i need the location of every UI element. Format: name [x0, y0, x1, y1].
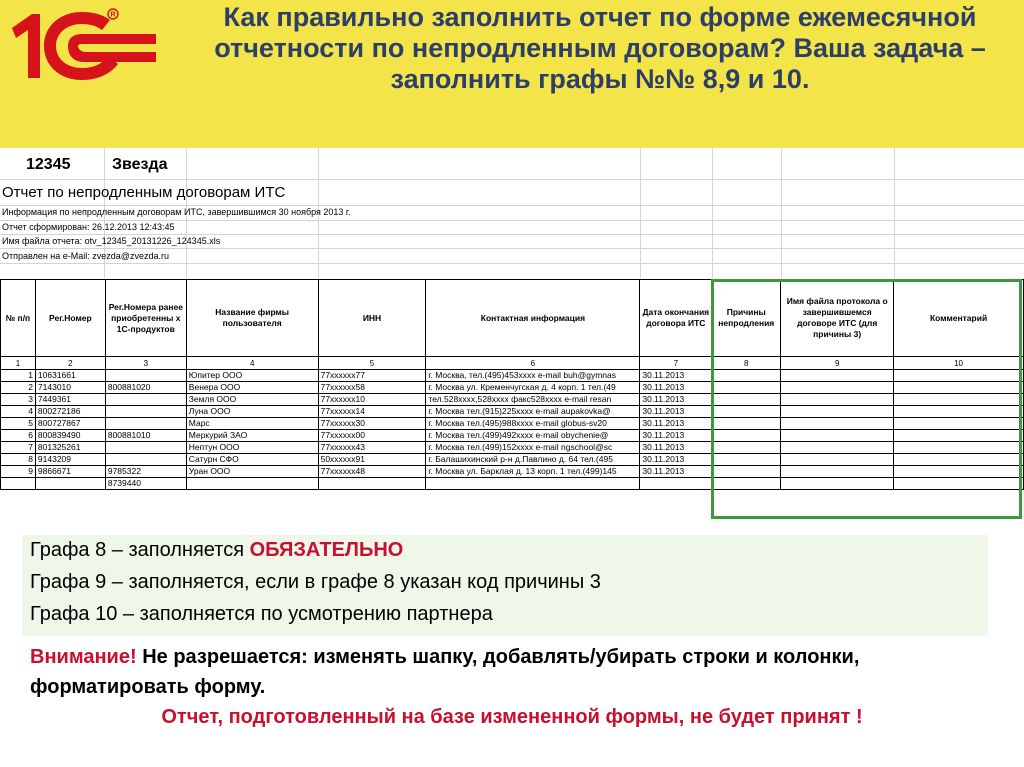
table-body: [1, 370, 1024, 490]
table-cell: г. Москва тел.(499)152xxxx e-mail ngschool@sc: [426, 442, 640, 454]
1c-logo: [6, 6, 160, 84]
table-cell: г. Москва ул. Барклая д. 13 корп. 1 тел.(499)145: [426, 466, 640, 478]
table-cell: [186, 478, 318, 490]
column-number: 2: [35, 357, 105, 370]
editable-cell[interactable]: [894, 478, 1024, 490]
editable-cell[interactable]: [894, 454, 1024, 466]
editable-cell[interactable]: [781, 394, 894, 406]
table-cell: 1: [1, 370, 36, 382]
warning-body: Не разрешается: изменять шапку, добавлять/убирать строки и колонки, форматировать форму.: [30, 646, 860, 698]
table-row: [1, 466, 1024, 478]
table-cell: 30.11.2013: [640, 418, 712, 430]
column-number: 9: [781, 357, 894, 370]
table-cell: [640, 478, 712, 490]
editable-cell[interactable]: [781, 442, 894, 454]
report-info-line: Отчет сформирован: 26.12.2013 12:43:45: [2, 222, 175, 232]
table-cell: [105, 370, 186, 382]
table-cell: г. Балашихинский р-н д.Павлино д. 64 тел.(495: [426, 454, 640, 466]
table-cell: 77xxxxxx30: [318, 418, 426, 430]
table-cell: Сатурн СФО: [186, 454, 318, 466]
table-row: [1, 442, 1024, 454]
table-cell: 77xxxxxx58: [318, 382, 426, 394]
editable-cell[interactable]: [894, 466, 1024, 478]
table-cell: 800727867: [35, 418, 105, 430]
table-cell: Венера ООО: [186, 382, 318, 394]
table-cell: [35, 478, 105, 490]
table-cell: Юпитер ООО: [186, 370, 318, 382]
grid-line: [0, 248, 1024, 249]
table-row: [1, 454, 1024, 466]
editable-cell[interactable]: [894, 382, 1024, 394]
grid-line: [781, 148, 782, 278]
column-header: Имя файла протокола о завершившемся договоре ИТС (для причины 3): [781, 280, 894, 357]
column-header: Дата окончания договора ИТС: [640, 280, 712, 357]
editable-cell[interactable]: [781, 406, 894, 418]
table-cell: 3: [1, 394, 36, 406]
editable-cell[interactable]: [712, 442, 781, 454]
table-cell: [105, 406, 186, 418]
report-company: Звезда: [112, 156, 168, 173]
editable-cell[interactable]: [781, 466, 894, 478]
warning-label: Внимание!: [30, 646, 137, 668]
grid-line: [0, 220, 1024, 221]
table-cell: 2: [1, 382, 36, 394]
editable-cell[interactable]: [712, 418, 781, 430]
table-cell: 30.11.2013: [640, 466, 712, 478]
table-row: [1, 478, 1024, 490]
table-cell: 77xxxxxx77: [318, 370, 426, 382]
note-mandatory-label: ОБЯЗАТЕЛЬНО: [249, 539, 404, 561]
editable-cell[interactable]: [894, 370, 1024, 382]
table-cell: г. Москва ул. Кременчугская д. 4 корп. 1 тел.(49: [426, 382, 640, 394]
table-cell: г. Москва тел.(499)492xxxx e-mail obychenie@: [426, 430, 640, 442]
table-cell: 5: [1, 418, 36, 430]
table-cell: 77xxxxxx43: [318, 442, 426, 454]
report-info-line: Отправлен на e-Mail: zvezda@zvezda.ru: [2, 251, 169, 261]
notes-box: [22, 535, 988, 636]
table-row: [1, 406, 1024, 418]
grid-line: [0, 205, 1024, 206]
column-header: Название фирмы пользователя: [186, 280, 318, 357]
editable-cell[interactable]: [781, 382, 894, 394]
table-cell: 30.11.2013: [640, 454, 712, 466]
warning-text: [30, 642, 990, 702]
editable-cell[interactable]: [894, 418, 1024, 430]
table-cell: 9143209: [35, 454, 105, 466]
table-cell: 800881020: [105, 382, 186, 394]
grid-line: [894, 148, 895, 278]
editable-cell[interactable]: [894, 394, 1024, 406]
table-cell: 8: [1, 454, 36, 466]
table-cell: [426, 478, 640, 490]
editable-cell[interactable]: [712, 394, 781, 406]
warning-final: Отчет, подготовленный на базе измененной формы, не будет принят !: [161, 706, 863, 728]
table-row: [1, 382, 1024, 394]
table-cell: [318, 478, 426, 490]
column-number: 10: [894, 357, 1024, 370]
table-row: [1, 418, 1024, 430]
table-cell: 77xxxxxx14: [318, 406, 426, 418]
editable-cell[interactable]: [712, 466, 781, 478]
table-row: [1, 394, 1024, 406]
editable-cell[interactable]: [894, 406, 1024, 418]
slide-title: Как правильно заполнить отчет по форме ежемесячной отчетности по непродленным договорам? Ваша задача – заполнить графы №№ 8,9 и 10.: [214, 2, 986, 94]
column-number: 1: [1, 357, 36, 370]
table-cell: 30.11.2013: [640, 370, 712, 382]
table-cell: 800839490: [35, 430, 105, 442]
column-header: Контактная информация: [426, 280, 640, 357]
editable-cell[interactable]: [894, 430, 1024, 442]
grid-line: [0, 263, 1024, 264]
column-header: Комментарий: [894, 280, 1024, 357]
column-header: Рег.Номера ранее приобретенны х 1С-продуктов: [105, 280, 186, 357]
table-cell: Уран ООО: [186, 466, 318, 478]
note-column-8: [30, 539, 403, 562]
table-cell: Меркурий ЗАО: [186, 430, 318, 442]
note-column-8-text: Графа 8 – заполняется: [30, 539, 250, 561]
editable-cell[interactable]: [781, 478, 894, 490]
table-cell: Нептун ООО: [186, 442, 318, 454]
editable-cell[interactable]: [781, 418, 894, 430]
table-cell: 7: [1, 442, 36, 454]
table-cell: 30.11.2013: [640, 442, 712, 454]
table-header-row: [1, 280, 1024, 357]
column-header: Причины непродления: [712, 280, 781, 357]
table-cell: 7143010: [35, 382, 105, 394]
report-info-line: Информация по непродленным договорам ИТС, завершившимся 30 ноября 2013 г.: [2, 207, 351, 217]
table-cell: 9785322: [105, 466, 186, 478]
table-cell: 77xxxxxx48: [318, 466, 426, 478]
editable-cell[interactable]: [781, 370, 894, 382]
column-number-row: [1, 357, 1024, 370]
table-cell: 8739440: [105, 478, 186, 490]
spreadsheet-area: [0, 148, 1024, 532]
editable-cell[interactable]: [712, 478, 781, 490]
report-title: Отчет по непродленным договорам ИТС: [2, 184, 286, 201]
table-cell: 9866671: [35, 466, 105, 478]
table-cell: [105, 454, 186, 466]
table-cell: 6: [1, 430, 36, 442]
report-code: 12345: [26, 156, 71, 173]
table-cell: 30.11.2013: [640, 430, 712, 442]
table-cell: г. Москва тел.(495)988xxxx e-mail globus-sv20: [426, 418, 640, 430]
table-cell: 9: [1, 466, 36, 478]
slide-header: [0, 0, 1024, 148]
grid-line: [0, 179, 1024, 180]
column-number: 5: [318, 357, 426, 370]
column-number: 8: [712, 357, 781, 370]
table-cell: 30.11.2013: [640, 382, 712, 394]
table-cell: 30.11.2013: [640, 406, 712, 418]
svg-text:R: R: [110, 11, 116, 19]
column-header: Рег.Номер: [35, 280, 105, 357]
column-number: 6: [426, 357, 640, 370]
table-cell: 800272186: [35, 406, 105, 418]
column-number: 3: [105, 357, 186, 370]
table-cell: 30.11.2013: [640, 394, 712, 406]
grid-line: [712, 148, 713, 278]
editable-cell[interactable]: [712, 454, 781, 466]
table-cell: 7449361: [35, 394, 105, 406]
editable-cell[interactable]: [781, 430, 894, 442]
editable-cell[interactable]: [894, 442, 1024, 454]
table-row: [1, 430, 1024, 442]
table-cell: [105, 394, 186, 406]
table-row: [1, 370, 1024, 382]
table-cell: 4: [1, 406, 36, 418]
table-cell: [105, 418, 186, 430]
table-cell: 77xxxxxx10: [318, 394, 426, 406]
table-cell: 77xxxxxx00: [318, 430, 426, 442]
note-column-10: Графа 10 – заполняется по усмотрению партнера: [30, 603, 493, 625]
column-header: ИНН: [318, 280, 426, 357]
editable-cell[interactable]: [712, 370, 781, 382]
grid-line: [0, 234, 1024, 235]
table-cell: 10631661: [35, 370, 105, 382]
table-cell: 50xxxxxx91: [318, 454, 426, 466]
table-cell: 800881010: [105, 430, 186, 442]
table-cell: Марс: [186, 418, 318, 430]
table-cell: г. Москва, тел.(495)453xxxx e-mail buh@gymnas: [426, 370, 640, 382]
table-cell: [105, 442, 186, 454]
table-cell: [1, 478, 36, 490]
column-number: 7: [640, 357, 712, 370]
report-table: [0, 279, 1024, 490]
table-cell: 801325261: [35, 442, 105, 454]
editable-cell[interactable]: [712, 406, 781, 418]
editable-cell[interactable]: [712, 430, 781, 442]
column-header: № п/п: [1, 280, 36, 357]
editable-cell[interactable]: [712, 382, 781, 394]
column-number: 4: [186, 357, 318, 370]
table-cell: Земля ООО: [186, 394, 318, 406]
editable-cell[interactable]: [781, 454, 894, 466]
grid-line: [640, 148, 641, 278]
table-cell: Луна ООО: [186, 406, 318, 418]
table-cell: тел.528xxxx,528xxxx факс528xxxx e-mail resan: [426, 394, 640, 406]
note-column-9: Графа 9 – заполняется, если в графе 8 указан код причины 3: [30, 571, 601, 593]
table-cell: г. Москва тел.(915)225xxxx e-mail aupakovka@: [426, 406, 640, 418]
report-info-line: Имя файла отчета: otv_12345_20131226_124345.xls: [2, 236, 221, 246]
